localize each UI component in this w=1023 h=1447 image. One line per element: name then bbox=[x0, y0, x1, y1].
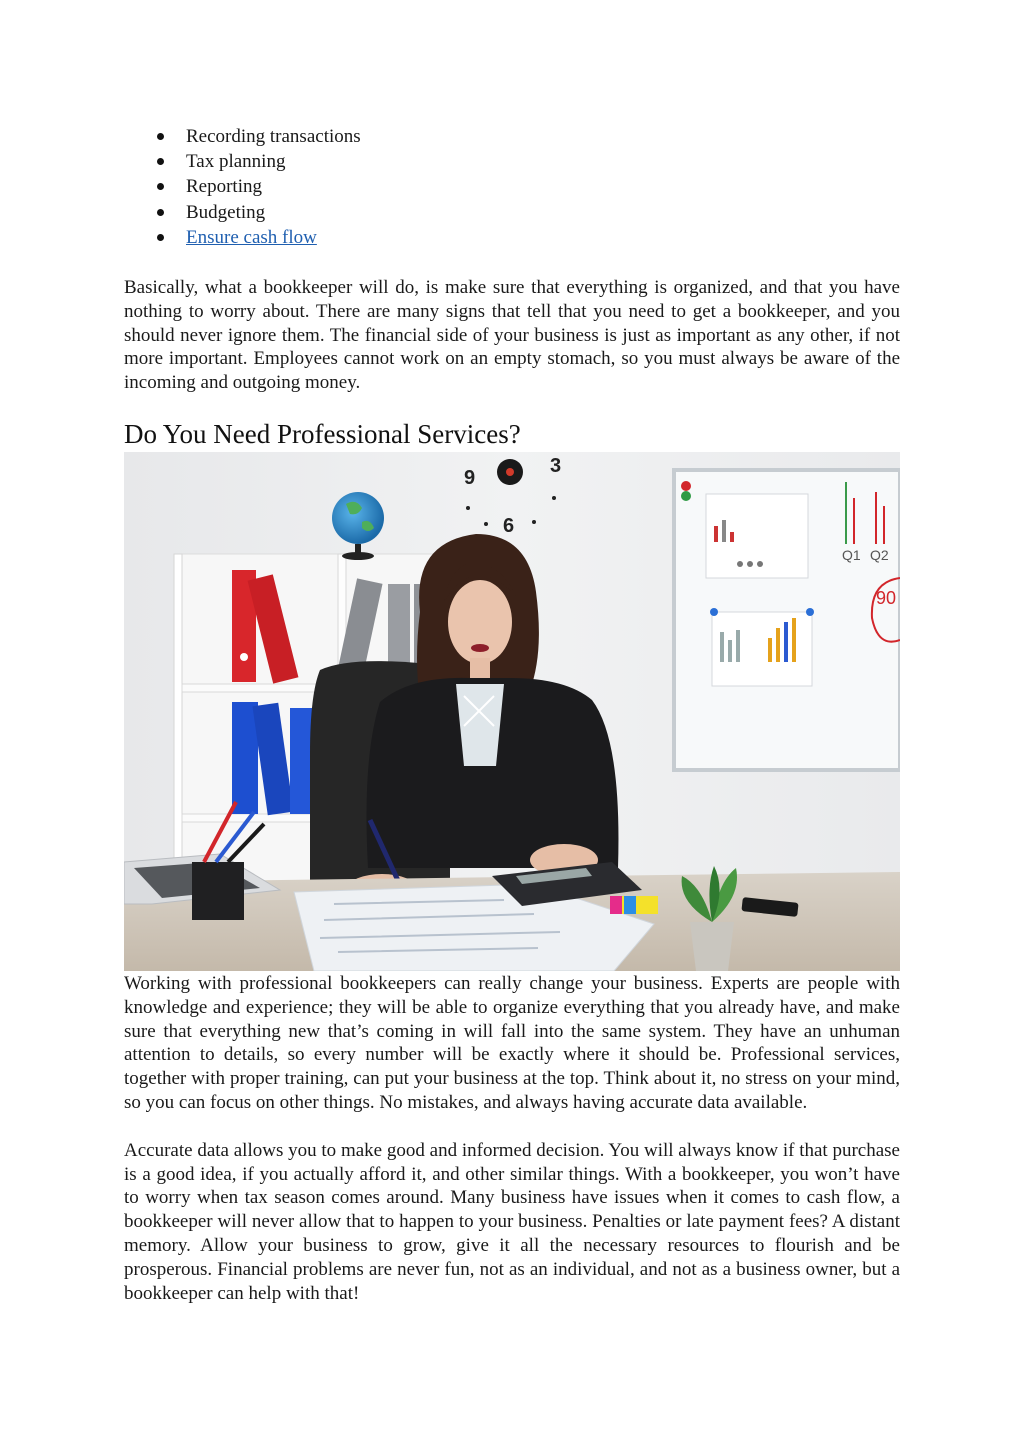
clock-number-9: 9 bbox=[464, 467, 476, 489]
bullet-text: Budgeting bbox=[186, 201, 266, 223]
board-label-q1: Q1 bbox=[842, 547, 861, 563]
list-item bbox=[124, 200, 900, 225]
whiteboard bbox=[674, 470, 900, 770]
list-item bbox=[124, 225, 900, 250]
bullet-text: Recording transactions bbox=[186, 126, 361, 147]
bullet-dot bbox=[157, 183, 164, 190]
sticky-notes bbox=[610, 896, 658, 914]
office-bookkeeper-photo bbox=[124, 452, 900, 971]
board-label-90: 90 bbox=[876, 588, 897, 608]
board-label-q2: Q2 bbox=[870, 547, 889, 563]
document-page bbox=[124, 124, 900, 1305]
paragraph-professionals: Working with professional bookkeepers can really change your business. Experts are people with knowledge and experience; they will be able to organize everything that you already have, and make sure that everything new that’s coming in will fall into the same system. They have an unhuman attention to details, so every number will be exactly where it should be. Professional services, together with proper training, can put your business at the top. Think about it, no stress on your mind, so you can focus on other things. No mistakes, and always having accurate data available. bbox=[124, 973, 900, 1113]
list-item bbox=[124, 174, 900, 199]
service-bullet-list bbox=[124, 124, 900, 250]
clock-number-6: 6 bbox=[503, 515, 515, 537]
bullet-dot bbox=[157, 234, 164, 241]
blue-binders bbox=[232, 702, 314, 815]
bullet-text: Reporting bbox=[186, 176, 262, 198]
paragraph-accurate-data: Accurate data allows you to make good and informed decision. You will always know if that purchase is a good idea, if you actually afford it, and other similar things. With a bookkeeper, you won’t have to worry when tax season comes around. Many business have issues when it comes to cash flow, a bookkeeper will never allow that to happen to your business. Penalties or late payment fees? A distant memory. Allow your business to grow, give it all the necessary resources to flourish and be prosperous. Financial problems are never fun, not as an individual, and not as a business owner, but a bookkeeper can help with that! bbox=[124, 1139, 900, 1304]
bullet-text: Tax planning bbox=[186, 151, 286, 173]
section-heading: Do You Need Professional Services? bbox=[124, 419, 521, 449]
bullet-dot bbox=[157, 133, 164, 140]
list-item bbox=[124, 149, 900, 174]
intro-paragraph: Basically, what a bookkeeper will do, is make sure that everything is organized, and that you have nothing to worry about. There are many signs that tell that you need to get a bookkeeper, and you should never ignore them. The financial side of your business is just as important as any other, if not more important. Employees cannot work on an empty stomach, so you must always be aware of the incoming and outgoing money. bbox=[124, 277, 900, 394]
clock-number-3: 3 bbox=[550, 455, 562, 477]
list-item bbox=[124, 124, 900, 149]
ensure-cash-flow-link[interactable]: Ensure cash flow bbox=[186, 226, 317, 248]
bullet-dot bbox=[157, 209, 164, 216]
bullet-dot bbox=[157, 158, 164, 165]
